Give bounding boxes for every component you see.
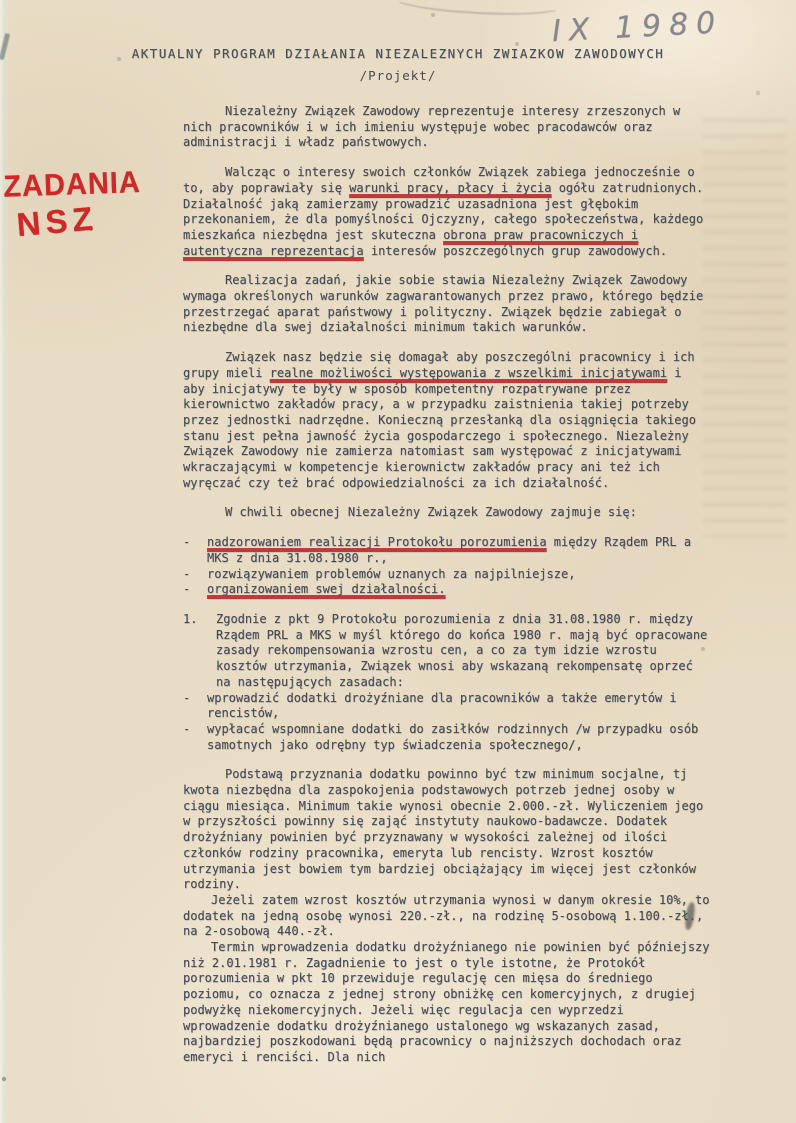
text-segment: Termin wprowadzenia dodatku drożyźnianego nie powinien być późniejszy niż 2.01.1981 r. Zagadnienie to jest o tyle istotne, że Protokół porozumienia w pkt 10 przewiduje regulację cen mięsa do średniego poziomu, co oznacza z jednej strony obniżkę cen komercyjnych, z drugiej podwyżkę niekomercyjnych. Jeżeli więc regulacja cen wyprzedzi wprowadzenie dodatku drożyźnianego ustalonego wg wskazanych zasad, najbardziej poszkodowani będą pracownicy o najniższych dochodach oraz emeryci i renciści. Dla nich <box>183 940 710 1064</box>
text-segment: W chwili obecnej Niezależny Związek Zawodowy zajmuje się: <box>225 505 637 520</box>
text-segment: Zgodnie z pkt 9 Protokołu porozumienia z dnia 31.08.1980 r. między Rządem PRL a MKS w myśl którego do końca 1980 r. mają być opracowane zasady rekompensowania wzrostu cen, a co za tym idzie wzrostu kosztów utrzymania, Związek wnosi aby wskazaną rekompensatę oprzeć na następujących zasadach: <box>216 611 708 689</box>
dash-marker: - <box>183 690 191 705</box>
text-segment: Jeżeli zatem wzrost kosztów utrzymania wynosi w danym okresie 10%, to dodatek na jedną osobę wynosi 220.-zł., na rodzinę 5-osobową 1.100.-zł., na 2-osobową 440.-zł. <box>183 892 710 939</box>
paragraph <box>183 273 710 336</box>
numbered-item <box>183 612 710 691</box>
paragraph <box>183 940 710 1066</box>
text-segment: wypłacać wspomniane dodatki do zasiłków rodzinnych /w przypadku osób samotnych jako odrębny typ świadczenia społecznego/, <box>207 721 699 752</box>
text-segment: Niezależny Związek Zawodowy reprezentuje interesy zrzeszonych w nich pracowników i w ich imieniu występuje wobec pracodawców oraz administracji i władz państwowych. <box>183 104 681 150</box>
dash-marker: - <box>183 721 191 736</box>
text-segment: Realizacja zadań, jakie sobie stawia Niezależny Związek Zawodowy wymaga określonych warunków zagwarantowanych przez prawo, którego będzie przestrzegać aparat państwowy i polityczny. Związek będzie zabiegał o niezbędne dla swej działalności minimum takich warunków. <box>183 273 704 335</box>
text-segment: Związek nasz będzie się domagał aby poszczególni pracownicy i ich grupy mieli <box>183 350 695 380</box>
text-segment: Podstawą przyznania dodatku powinno być tzw minimum socjalne, tj kwota niezbędna dla zaspokojenia podstawowych potrzeb jednej osoby w ciągu miesiąca. Minimum takie wynosi obecnie 2.000.-zł. Wyliczeniem jego w przyszłości powinny się zająć instytuty naukowo-badawcze. Dodatek drożyźniany powinien być przyznawany w wysokości zależnej od ilości członków rodziny pracownika, emeryta lub rencisty. Wzrost kosztów utrzymania jest bowiem tym bardziej obciążający im więcej jest członków rodziny. <box>183 767 704 892</box>
dash-marker: - <box>183 566 191 581</box>
text-segment: ogółu zatrudnionych. Działalność jaką zamierzamy prowadzić uzasadniona jest głębokim przekonaniem, że dla pomyślności Ojczyzny, całego społeczeństwa, każdego mieszkańca niezbędna jest skuteczna <box>183 180 704 242</box>
text-segment: wprowadzić dodatki drożyźniane dla pracowników a także emerytów i rencistów, <box>207 690 677 721</box>
underlined-phrase: obrona praw pracowniczych i autentyczna reprezentacja <box>183 227 639 258</box>
document-subtitle: /Projekt/ <box>359 68 437 83</box>
paper-showthrough <box>703 118 787 538</box>
handwritten-margin-note <box>2 165 143 244</box>
dash-marker: - <box>183 535 191 550</box>
paragraph <box>183 104 710 151</box>
ink-specks <box>0 0 2 2</box>
paragraph <box>183 350 710 491</box>
paragraph <box>183 767 710 893</box>
handwritten-date-note: IX 1980 <box>551 5 725 50</box>
underlined-phrase: nadzorowaniem realizacji Protokołu porozumienia <box>207 535 547 550</box>
document-body <box>183 104 710 1066</box>
dash-marker: - <box>183 582 191 597</box>
document-title: AKTUALNY PROGRAM DZIAŁANIA NIEZALEZNYCH ZWIAZKOW ZAWODOWYCH <box>131 46 665 61</box>
bullet-item <box>183 722 710 753</box>
text-segment: i aby inicjatywy te były w sposób kompetentny rozpatrywane przez kierownictwo zakładów pracy, a w przypadku zaistnienia takiej potrzeby przez jednostki nadrzędne. Konieczną przesłanką dla osiągnięcia takiego stanu jest pełna jawność życia gospodarczego i społecznego. Niezależny Związek Zawodowy nie zamierza natomiast sam występować z inicjatywami wkraczającymi w kompetencje kierownictw zakładów pracy ani też ich wyręczać czy też brać odpowiedzialności za ich działalność. <box>183 365 696 490</box>
bullet-item <box>183 567 710 583</box>
underlined-phrase: realne możliwości występowania z wszelkimi inicjatywami <box>269 365 668 380</box>
text-segment: między Rządem PRL a MKS z dnia 31.08.1980 r., <box>207 535 692 565</box>
paragraph <box>183 505 710 521</box>
margin-note-line: ZADANIA <box>2 165 142 205</box>
bullet-item <box>183 691 710 722</box>
underlined-phrase: warunki pracy, płacy i życia <box>349 180 552 195</box>
text-segment: interesów poszczególnych grup zawodowych. <box>363 243 668 258</box>
bullet-item <box>183 582 710 598</box>
margin-note-line: NSZ <box>15 199 100 244</box>
underlined-phrase: organizowaniem swej działalności. <box>207 582 446 597</box>
paragraph <box>183 165 710 259</box>
cutoff-pencil-squiggle <box>391 0 564 18</box>
text-segment: rozwiązywaniem problemów uznanych za najpilniejsze, <box>207 566 576 581</box>
document-header <box>0 46 796 83</box>
bullet-item <box>183 535 710 566</box>
paragraph <box>183 893 710 940</box>
text-segment: Walcząc o interesy swoich członków Związek zabiega jednocześnie o to, aby poprawiały się <box>183 165 695 195</box>
number-marker: 1. <box>183 611 198 626</box>
